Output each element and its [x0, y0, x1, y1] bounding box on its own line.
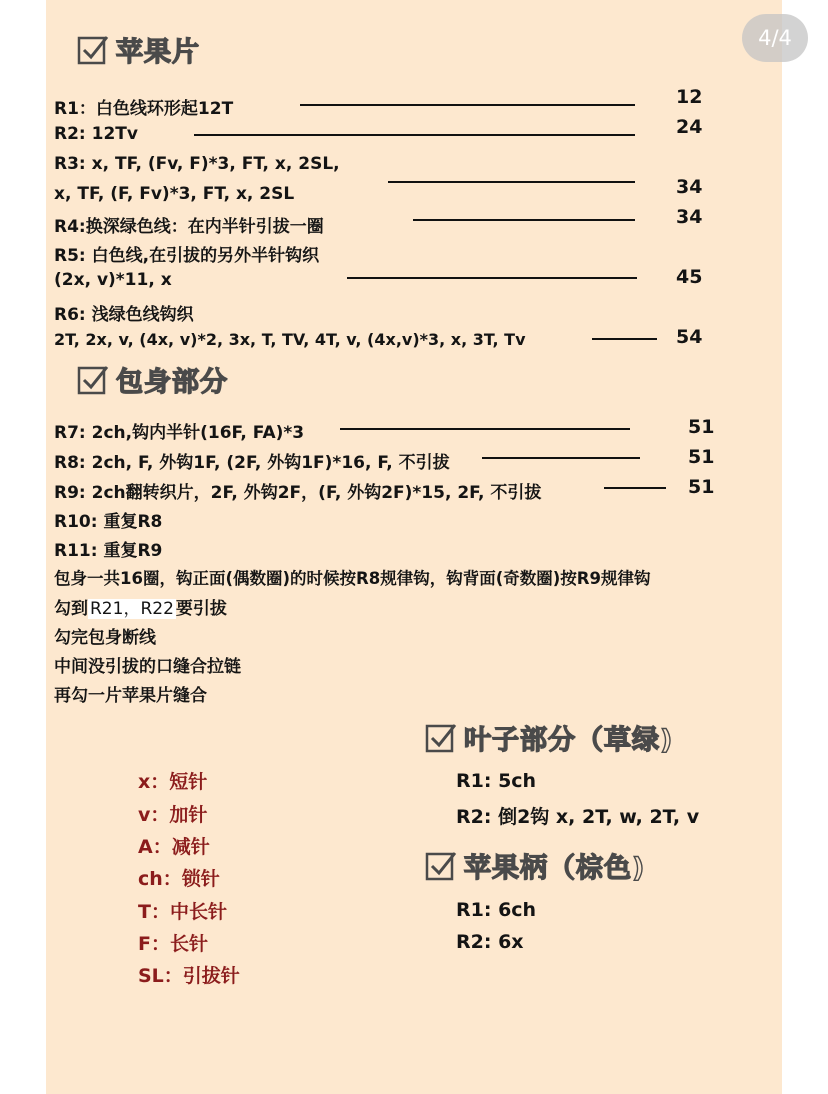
body-note-suffix: 要引拔	[175, 599, 227, 619]
body-note-prefix: 勾到	[54, 599, 88, 619]
apple-row-1: R1：白色线环形起12T	[54, 99, 234, 119]
legend-item: A：减针	[138, 836, 210, 858]
stem-row-2: R2: 6x	[456, 931, 524, 953]
body-row-8: R8: 2ch, F, 外钩1F, (2F, 外钩1F)*16, F, 不引拔	[54, 453, 450, 473]
apple-row-3: R3: x, TF, (Fv, F)*3, FT, x, 2SL,	[54, 154, 340, 174]
body-row-10: R10: 重复R8	[54, 512, 163, 532]
body-row-11: R11: 重复R9	[54, 541, 163, 561]
checkbox-icon	[424, 849, 458, 883]
row-rule	[388, 181, 635, 183]
body-summary: 包身一共16圈，钩正面(偶数圈)的时候按R8规律钩，钩背面(奇数圈)按R9规律钩	[54, 569, 651, 588]
row-rule	[482, 457, 640, 459]
section-title-body	[76, 360, 228, 399]
apple-row-3-cont: x, TF, (F, Fv)*3, FT, x, 2SL	[54, 184, 295, 204]
stem-row-1: R1: 6ch	[456, 899, 537, 921]
stitch-count: 45	[676, 266, 703, 288]
body-note: 中间没引拔的口缝合拉链	[54, 657, 241, 677]
checkbox-icon	[424, 721, 458, 755]
stitch-count: 34	[676, 206, 703, 228]
section-title-leaf	[424, 718, 673, 757]
body-row-7: R7: 2ch,钩内半针(16F, FA)*3	[54, 423, 305, 443]
leaf-row-2: R2: 倒2钩 x, 2T, w, 2T, v	[456, 806, 700, 828]
stitch-count: 12	[676, 86, 703, 108]
apple-row-2: R2: 12Tv	[54, 124, 138, 144]
body-note: 再勾一片苹果片缝合	[54, 686, 207, 706]
stitch-count: 24	[676, 116, 703, 138]
stitch-count: 34	[676, 176, 703, 198]
legend-item: x：短针	[138, 771, 208, 793]
legend-item: T：中长针	[138, 901, 227, 923]
leaf-row-1: R1: 5ch	[456, 770, 537, 792]
page-indicator[interactable]: 4/4	[742, 14, 808, 62]
apple-row-4: R4:换深绿色线：在内半针引拔一圈	[54, 217, 324, 237]
section-title-label: 包身部分	[116, 367, 228, 398]
row-rule	[347, 277, 637, 279]
row-rule	[592, 338, 657, 340]
row-rule	[194, 134, 635, 136]
section-title-label: 叶子部分（草绿)	[464, 725, 674, 756]
legend-item: F：长针	[138, 933, 208, 955]
checkbox-icon	[76, 33, 110, 67]
apple-row-6: R6: 浅绿色线钩织	[54, 305, 194, 325]
section-title-label: 苹果片	[116, 37, 200, 68]
legend-item: ch：锁针	[138, 868, 220, 890]
stitch-count: 51	[688, 446, 715, 468]
section-title-label: 苹果柄（棕色)	[464, 853, 646, 884]
body-note-pull	[54, 594, 227, 619]
body-note-highlight: R21，R22	[90, 599, 174, 619]
stitch-count: 51	[688, 476, 715, 498]
stitch-count: 51	[688, 416, 715, 438]
legend-item: SL：引拔针	[138, 965, 240, 987]
apple-row-5-cont: (2x, v)*11, x	[54, 270, 172, 290]
row-rule	[340, 428, 630, 430]
row-rule	[604, 487, 666, 489]
row-rule	[413, 219, 635, 221]
legend-item: v：加针	[138, 804, 208, 826]
body-note: 勾完包身断线	[54, 628, 156, 648]
apple-row-5: R5: 白色线,在引拔的另外半针钩织	[54, 246, 320, 266]
checkbox-icon	[76, 363, 110, 397]
body-row-9: R9: 2ch翻转织片，2F, 外钩2F，(F, 外钩2F)*15, 2F, 不引拔	[54, 483, 542, 503]
row-rule	[300, 104, 635, 106]
section-title-stem	[424, 846, 645, 885]
stitch-count: 54	[676, 326, 703, 348]
section-title-apple-slice	[76, 30, 200, 69]
apple-row-6-cont: 2T, 2x, v, (4x, v)*2, 3x, T, TV, 4T, v, (4x,v)*3, x, 3T, Tv	[54, 330, 526, 349]
